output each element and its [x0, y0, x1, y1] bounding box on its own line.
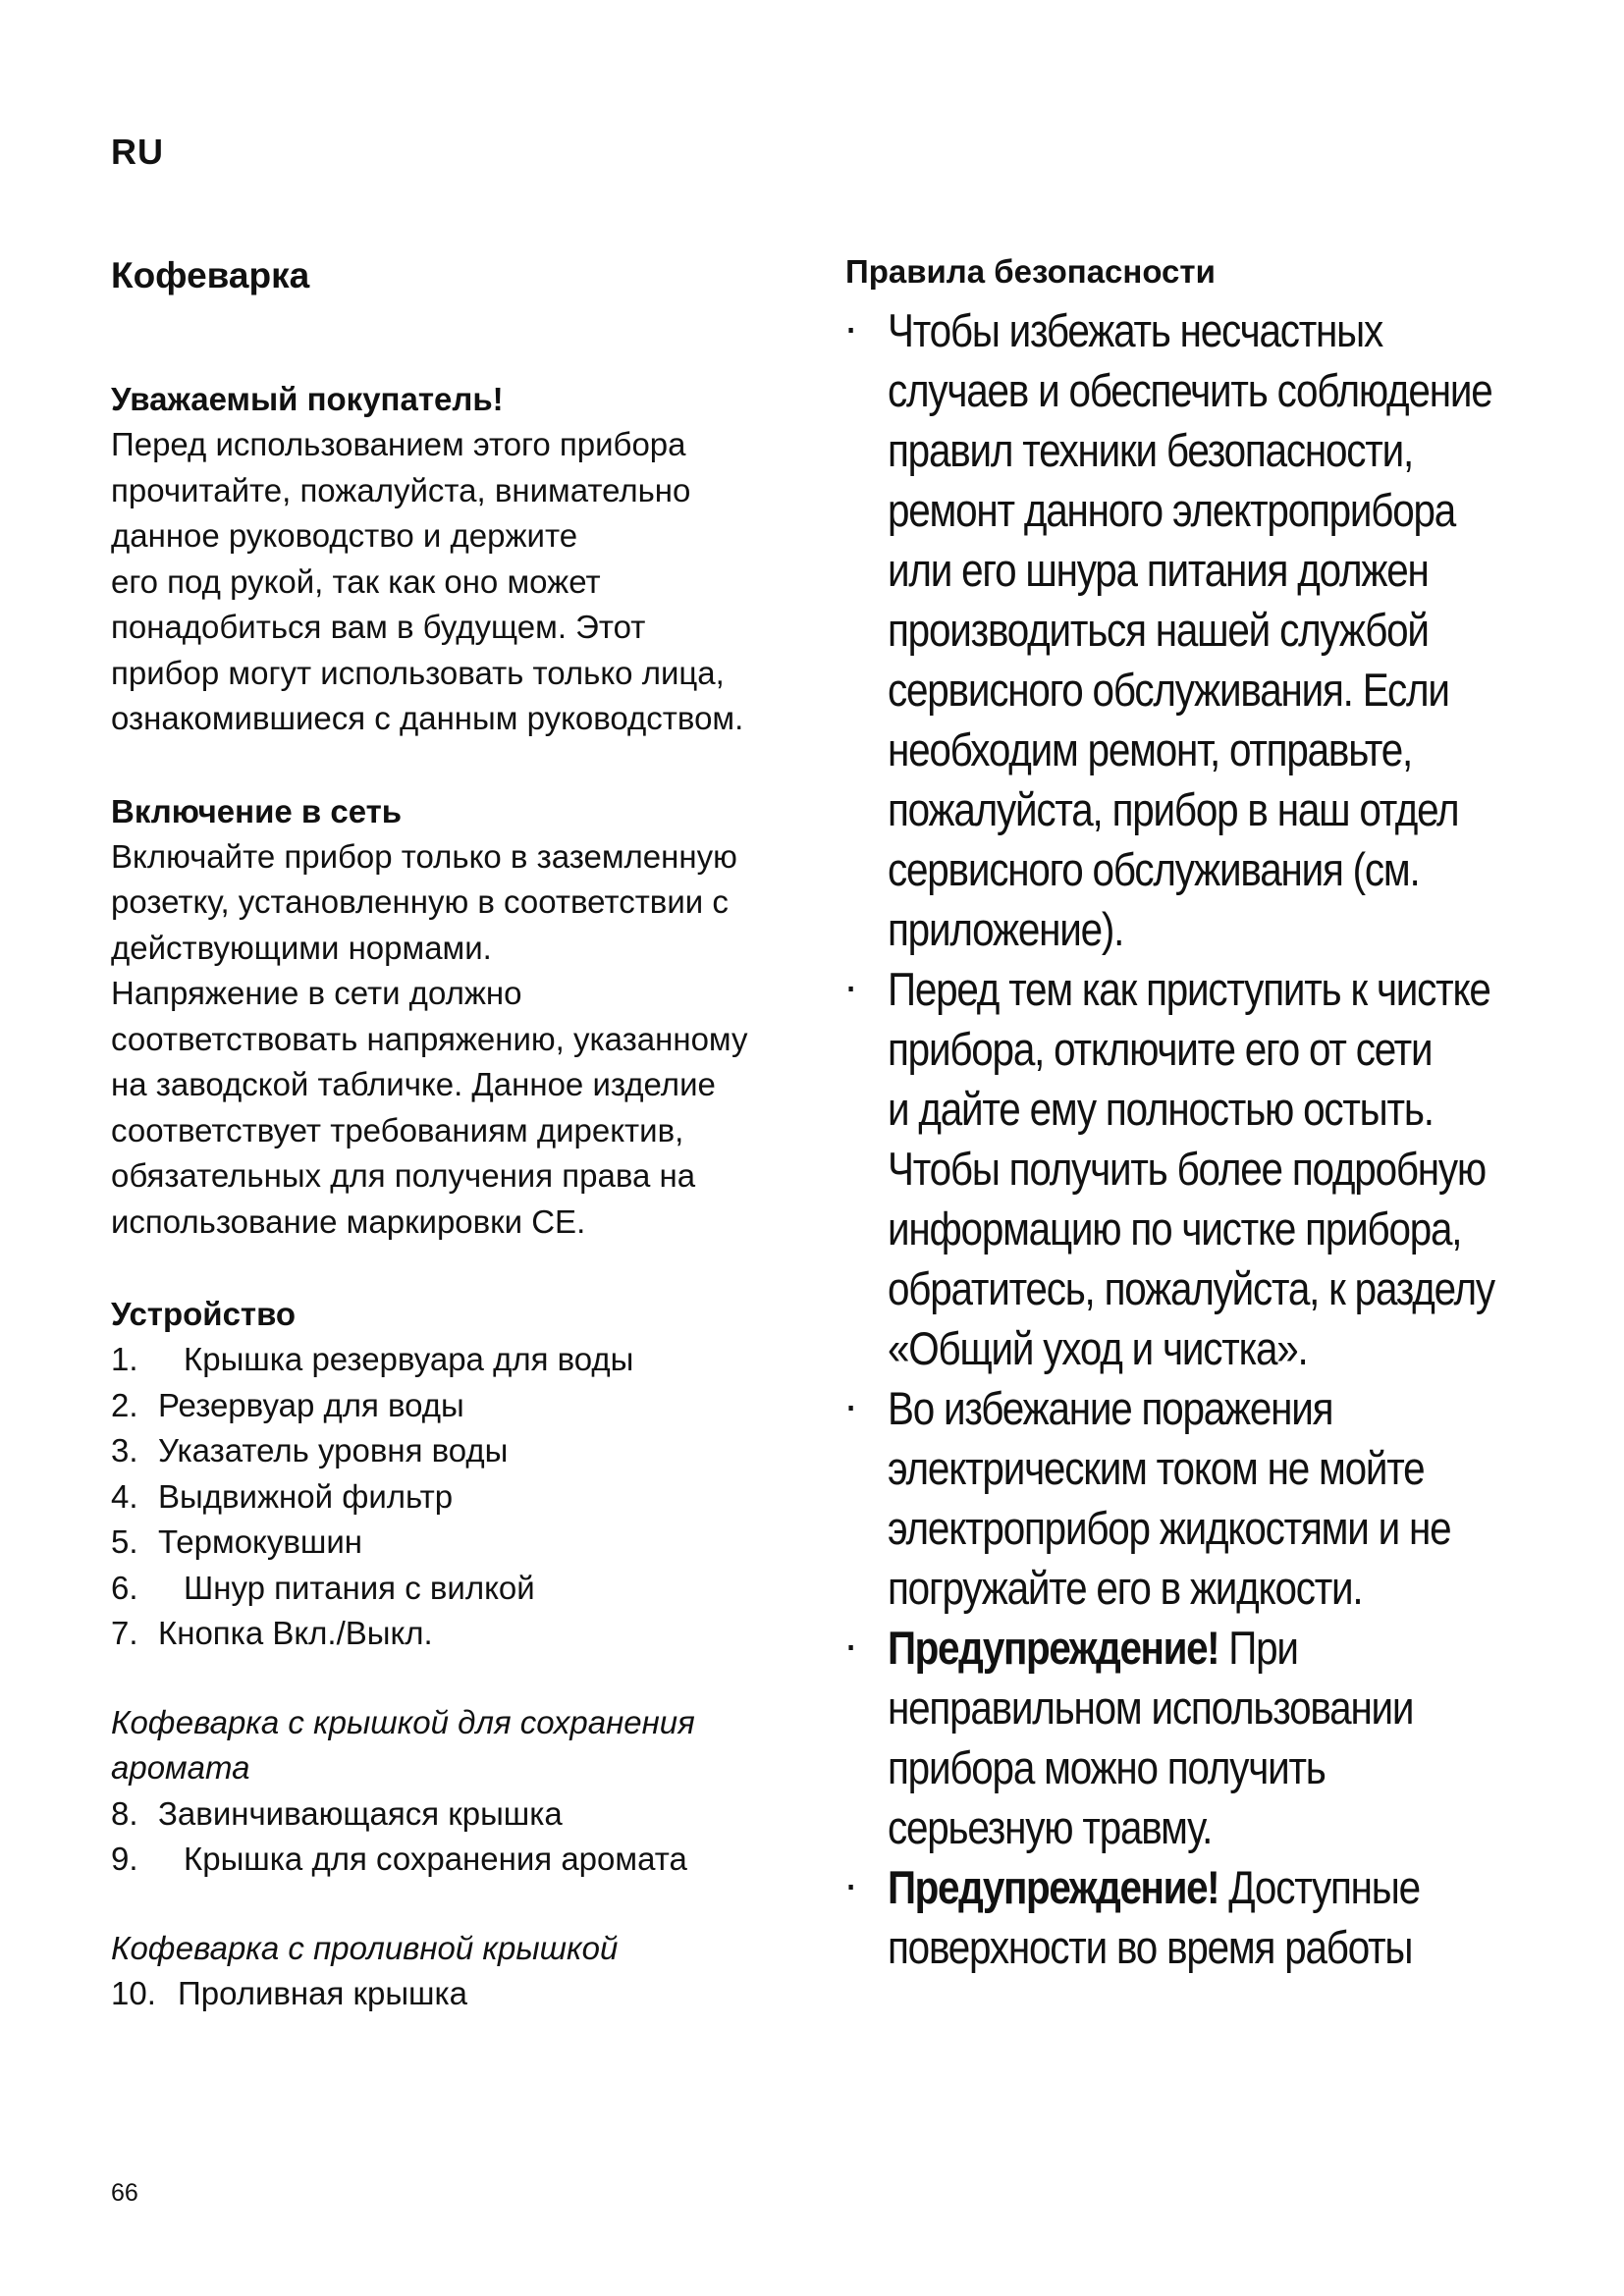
spacer [111, 1657, 798, 1700]
list-item [111, 1611, 798, 1657]
aroma-heading: Кофеварка с крышкой для сохранения аромата [111, 1703, 695, 1786]
list-item [111, 1837, 798, 1883]
bullet-text: Перед тем как приступить к чистке прибора, отключите его от сети и дайте ему полностью остыть. Чтобы получить более подробную информацию по чистке прибора, обратитесь, пожалуйста, к разделу «Общий уход и чистка». [888, 963, 1494, 1374]
bullet-text: Во избежание поражения электрическим током не мойте электроприбор жидкостями и не погружайте его в жидкости. [888, 1382, 1451, 1614]
list-item-label: Термокувшин [158, 1523, 363, 1560]
spacer [111, 742, 798, 789]
safety-bullets [845, 300, 1552, 1977]
list-item-label: Завинчивающаяся крышка [158, 1794, 563, 1832]
safety-heading: Правила безопасности [845, 253, 1216, 290]
list-item-label: Выдвижной фильтр [158, 1477, 454, 1515]
list-item-number: 2. [111, 1386, 138, 1423]
aroma-parts-list [111, 1791, 798, 1883]
warning-label: Предупреждение! [888, 1861, 1219, 1913]
list-item-number: 5. [111, 1523, 138, 1560]
list-item [111, 1337, 798, 1383]
bullet-item [845, 1378, 1595, 1618]
bullet-item [845, 300, 1595, 959]
bullet-item [845, 1618, 1595, 1857]
left-column [111, 249, 798, 2017]
list-item-label: Резервуар для воды [158, 1386, 464, 1423]
page-number: 66 [111, 2179, 138, 2207]
list-item-label: Шнур питания с вилкой [184, 1569, 535, 1606]
power-heading: Включение в сеть [111, 792, 403, 829]
list-item [111, 1474, 798, 1521]
list-item-number: 9. [111, 1841, 138, 1877]
list-item-label: Крышка резервуара для воды [184, 1341, 634, 1377]
bullet-text: Чтобы избежать несчастных случаев и обеспечить соблюдение правил техники безопасности, ремонт данного электроприбора или его шнура питания должен производиться нашей службой сервисного обслуживания. Если необходим ремонт, отправьте, пожалуйста, прибор в наш отдел сервисного обслуживания (см. приложение). [888, 304, 1492, 955]
list-item-number: 4. [111, 1477, 138, 1515]
list-item-number: 3. [111, 1432, 138, 1468]
power-text: Включайте прибор только в заземленную розетку, установленную в соответствии с действующими нормами. Напряжение в сети должно соответствовать напряжению, указанному на заводской табличке. Данное изделие соответствует требованиям директив, обязательных для получения права на использование маркировки CE. [111, 837, 748, 1240]
pour-heading: Кофеварка с проливной крышкой [111, 1929, 619, 1966]
bullet-icon [848, 987, 852, 991]
device-parts-list [111, 1337, 798, 1657]
list-item-number: 8. [111, 1794, 138, 1832]
list-item-number: 7. [111, 1615, 138, 1651]
bullet-text: При неправильном использовании прибора можно получить серьезную травму. [888, 1622, 1414, 1853]
bullet-icon [848, 328, 852, 333]
bullet-item [845, 1857, 1595, 1977]
list-item-label: Проливная крышка [178, 1975, 468, 2011]
list-item [111, 1428, 798, 1474]
list-item-label: Крышка для сохранения аромата [184, 1841, 687, 1877]
warning-label: Предупреждение! [888, 1622, 1219, 1674]
bullet-icon [848, 1645, 852, 1650]
right-column [845, 249, 1552, 1977]
page-title: Кофеварка [111, 255, 310, 295]
bullet-icon [848, 1406, 852, 1411]
list-item-label: Кнопка Вкл./Выкл. [158, 1615, 433, 1651]
spacer [111, 1883, 798, 1926]
greeting-heading: Уважаемый покупатель! [111, 381, 504, 417]
list-item-number: 1. [111, 1341, 138, 1377]
list-item [111, 1971, 798, 2017]
list-item [111, 1791, 798, 1838]
bullet-item [845, 959, 1595, 1378]
bullet-icon [848, 1885, 852, 1890]
spacer [111, 1245, 798, 1292]
list-item-number: 6. [111, 1569, 138, 1606]
greeting-text: Перед использованием этого прибора прочитайте, пожалуйста, внимательно данное руководство и держите его под рукой, так как оно может понадобиться вам в будущем. Этот прибор могут использовать только лица, ознакомившиеся с данным руководством. [111, 426, 744, 736]
list-item [111, 1383, 798, 1429]
language-code: RU [111, 132, 164, 172]
list-item-label: Указатель уровня воды [158, 1432, 509, 1468]
list-item-number: 10. [111, 1975, 156, 2011]
list-item [111, 1520, 798, 1566]
device-heading: Устройство [111, 1296, 297, 1332]
pour-parts-list [111, 1971, 798, 2017]
bullet-text: Доступные поверхности во время работы [888, 1861, 1420, 1973]
list-item [111, 1566, 798, 1612]
